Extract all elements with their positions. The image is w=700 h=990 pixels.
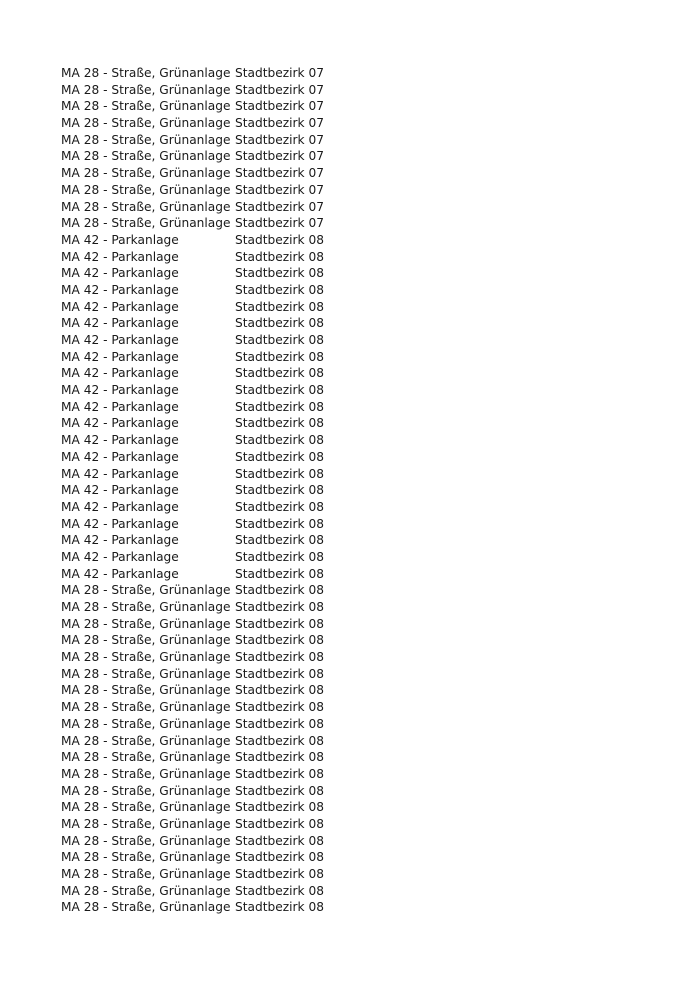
department-cell: MA 28 - Straße, Grünanlage — [61, 616, 231, 631]
department-cell: MA 28 - Straße, Grünanlage — [61, 82, 231, 97]
department-cell: MA 28 - Straße, Grünanlage — [61, 867, 231, 881]
department-cell: MA 42 - Parkanlage — [61, 232, 179, 247]
table-row — [61, 232, 361, 249]
department-cell: MA 28 - Straße, Grünanlage — [61, 700, 231, 715]
table-body — [61, 65, 361, 916]
department-cell: MA 42 - Parkanlage — [61, 399, 179, 414]
department-cell: MA 28 - Straße, Grünanlage — [61, 116, 231, 131]
department-cell: MA 28 - Straße, Grünanlage — [61, 199, 231, 214]
table-row — [61, 315, 361, 332]
table-row — [61, 265, 361, 282]
department-cell: MA 42 - Parkanlage — [61, 282, 179, 297]
department-cell: MA 42 - Parkanlage — [61, 349, 179, 364]
district-cell: Stadtbezirk 08 — [235, 266, 324, 281]
table-row — [61, 783, 361, 800]
table-row — [61, 299, 361, 316]
department-cell: MA 42 - Parkanlage — [61, 383, 179, 398]
district-cell: Stadtbezirk 08 — [235, 282, 324, 297]
table-row — [61, 599, 361, 616]
table-row — [61, 716, 361, 733]
district-cell: Stadtbezirk 07 — [235, 166, 324, 181]
district-cell: Stadtbezirk 08 — [235, 433, 324, 448]
table-row — [61, 65, 361, 82]
department-cell: MA 28 - Straße, Grünanlage — [61, 733, 231, 748]
table-row — [61, 415, 361, 432]
district-cell: Stadtbezirk 07 — [235, 216, 324, 231]
district-cell: Stadtbezirk 08 — [235, 666, 324, 681]
district-cell: Stadtbezirk 08 — [235, 516, 324, 531]
table-row — [61, 516, 361, 533]
department-cell: MA 42 - Parkanlage — [61, 433, 179, 448]
table-row — [61, 866, 361, 883]
department-cell: MA 42 - Parkanlage — [61, 516, 179, 531]
district-cell: Stadtbezirk 07 — [235, 66, 324, 80]
table-row — [61, 349, 361, 366]
table-row — [61, 883, 361, 900]
district-cell: Stadtbezirk 08 — [235, 700, 324, 715]
district-cell: Stadtbezirk 07 — [235, 199, 324, 214]
district-cell: Stadtbezirk 08 — [235, 850, 324, 865]
table-row — [61, 132, 361, 149]
table-row — [61, 649, 361, 666]
table-row — [61, 582, 361, 599]
table-row — [61, 482, 361, 499]
district-cell: Stadtbezirk 08 — [235, 566, 324, 581]
department-cell: MA 28 - Straße, Grünanlage — [61, 750, 231, 765]
district-cell: Stadtbezirk 08 — [235, 383, 324, 398]
department-cell: MA 42 - Parkanlage — [61, 466, 179, 481]
table-row — [61, 249, 361, 266]
table-row — [61, 849, 361, 866]
table-row — [61, 215, 361, 232]
district-cell: Stadtbezirk 08 — [235, 733, 324, 748]
table-row — [61, 816, 361, 833]
table-row — [61, 199, 361, 216]
department-cell: MA 28 - Straße, Grünanlage — [61, 800, 231, 815]
table-row — [61, 365, 361, 382]
table-row — [61, 632, 361, 649]
department-cell: MA 42 - Parkanlage — [61, 366, 179, 381]
table-row — [61, 382, 361, 399]
district-cell: Stadtbezirk 07 — [235, 182, 324, 197]
department-cell: MA 28 - Straße, Grünanlage — [61, 766, 231, 781]
department-cell: MA 28 - Straße, Grünanlage — [61, 149, 231, 164]
department-cell: MA 28 - Straße, Grünanlage — [61, 900, 231, 915]
district-cell: Stadtbezirk 08 — [235, 316, 324, 331]
department-cell: MA 28 - Straße, Grünanlage — [61, 166, 231, 181]
district-cell: Stadtbezirk 08 — [235, 299, 324, 314]
district-cell: Stadtbezirk 08 — [235, 366, 324, 381]
table-row — [61, 833, 361, 850]
table-row — [61, 666, 361, 683]
table-row — [61, 115, 361, 132]
table-row — [61, 616, 361, 633]
department-cell: MA 28 - Straße, Grünanlage — [61, 600, 231, 614]
department-cell: MA 28 - Straße, Grünanlage — [61, 182, 231, 197]
district-cell: Stadtbezirk 07 — [235, 149, 324, 164]
table-row — [61, 282, 361, 299]
department-cell: MA 28 - Straße, Grünanlage — [61, 683, 231, 698]
district-cell: Stadtbezirk 08 — [235, 633, 324, 648]
table-row — [61, 499, 361, 516]
department-cell: MA 28 - Straße, Grünanlage — [61, 883, 231, 898]
department-cell: MA 28 - Straße, Grünanlage — [61, 783, 231, 798]
table-row — [61, 182, 361, 199]
district-cell: Stadtbezirk 08 — [235, 766, 324, 781]
district-cell: Stadtbezirk 08 — [235, 483, 324, 498]
district-cell: Stadtbezirk 08 — [235, 416, 324, 431]
table-row — [61, 466, 361, 483]
department-cell: MA 28 - Straße, Grünanlage — [61, 216, 231, 231]
district-cell: Stadtbezirk 08 — [235, 333, 324, 347]
district-cell: Stadtbezirk 08 — [235, 816, 324, 831]
table-row — [61, 165, 361, 182]
district-cell: Stadtbezirk 08 — [235, 783, 324, 798]
department-cell: MA 42 - Parkanlage — [61, 249, 179, 264]
district-cell: Stadtbezirk 08 — [235, 232, 324, 247]
district-cell: Stadtbezirk 08 — [235, 900, 324, 915]
department-cell: MA 42 - Parkanlage — [61, 483, 179, 498]
department-cell: MA 42 - Parkanlage — [61, 266, 179, 281]
district-cell: Stadtbezirk 08 — [235, 466, 324, 481]
table-row — [61, 766, 361, 783]
table-row — [61, 449, 361, 466]
department-cell: MA 42 - Parkanlage — [61, 416, 179, 431]
district-cell: Stadtbezirk 07 — [235, 132, 324, 147]
district-cell: Stadtbezirk 08 — [235, 499, 324, 514]
district-cell: Stadtbezirk 08 — [235, 750, 324, 765]
district-cell: Stadtbezirk 08 — [235, 249, 324, 264]
department-cell: MA 42 - Parkanlage — [61, 299, 179, 314]
department-cell: MA 28 - Straße, Grünanlage — [61, 132, 231, 147]
department-cell: MA 42 - Parkanlage — [61, 533, 179, 548]
department-cell: MA 28 - Straße, Grünanlage — [61, 716, 231, 731]
table-row — [61, 699, 361, 716]
district-cell: Stadtbezirk 08 — [235, 833, 324, 848]
district-cell: Stadtbezirk 08 — [235, 716, 324, 731]
department-cell: MA 28 - Straße, Grünanlage — [61, 99, 231, 114]
district-cell: Stadtbezirk 07 — [235, 116, 324, 131]
department-cell: MA 28 - Straße, Grünanlage — [61, 850, 231, 865]
table-row — [61, 682, 361, 699]
department-cell: MA 28 - Straße, Grünanlage — [61, 66, 231, 80]
district-cell: Stadtbezirk 08 — [235, 583, 324, 598]
district-cell: Stadtbezirk 07 — [235, 99, 324, 114]
district-cell: Stadtbezirk 07 — [235, 82, 324, 97]
district-cell: Stadtbezirk 08 — [235, 800, 324, 815]
table-row — [61, 82, 361, 99]
district-cell: Stadtbezirk 08 — [235, 549, 324, 564]
district-cell: Stadtbezirk 08 — [235, 449, 324, 464]
district-cell: Stadtbezirk 08 — [235, 533, 324, 548]
table-row — [61, 799, 361, 816]
department-cell: MA 28 - Straße, Grünanlage — [61, 816, 231, 831]
district-cell: Stadtbezirk 08 — [235, 349, 324, 364]
district-cell: Stadtbezirk 08 — [235, 867, 324, 881]
department-cell: MA 28 - Straße, Grünanlage — [61, 666, 231, 681]
table-row — [61, 899, 361, 916]
department-cell: MA 28 - Straße, Grünanlage — [61, 583, 231, 598]
table-row — [61, 332, 361, 349]
department-cell: MA 42 - Parkanlage — [61, 316, 179, 331]
department-cell: MA 42 - Parkanlage — [61, 333, 179, 347]
department-cell: MA 28 - Straße, Grünanlage — [61, 833, 231, 848]
table-row — [61, 399, 361, 416]
table-row — [61, 549, 361, 566]
district-cell: Stadtbezirk 08 — [235, 883, 324, 898]
table-row — [61, 733, 361, 750]
department-cell: MA 42 - Parkanlage — [61, 549, 179, 564]
department-cell: MA 42 - Parkanlage — [61, 499, 179, 514]
district-cell: Stadtbezirk 08 — [235, 616, 324, 631]
department-cell: MA 42 - Parkanlage — [61, 566, 179, 581]
district-cell: Stadtbezirk 08 — [235, 600, 324, 614]
department-cell: MA 28 - Straße, Grünanlage — [61, 633, 231, 648]
table-row — [61, 566, 361, 583]
table-row — [61, 432, 361, 449]
table-row — [61, 98, 361, 115]
department-cell: MA 42 - Parkanlage — [61, 449, 179, 464]
department-cell: MA 28 - Straße, Grünanlage — [61, 650, 231, 665]
table-row — [61, 749, 361, 766]
table-row — [61, 148, 361, 165]
district-cell: Stadtbezirk 08 — [235, 683, 324, 698]
table-row — [61, 532, 361, 549]
district-cell: Stadtbezirk 08 — [235, 399, 324, 414]
district-cell: Stadtbezirk 08 — [235, 650, 324, 665]
